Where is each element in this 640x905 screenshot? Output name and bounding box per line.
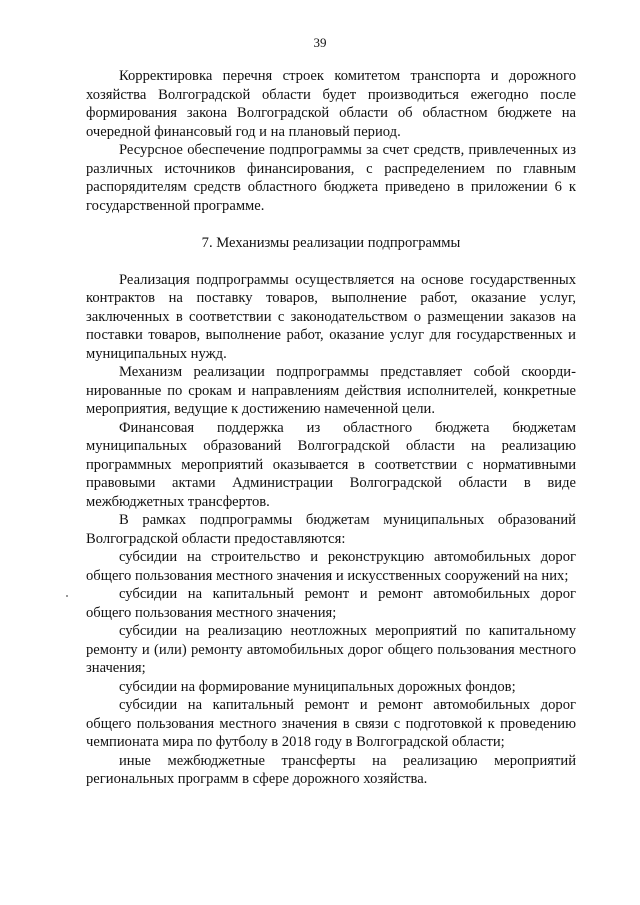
margin-speck [66,595,68,597]
paragraph-financial-support: Финансовая поддержка из областного бюджета бюджетам муниципальных образований Волгоградской области на реализацию программных мероприятий оказывается в соответствии с нормативными правовыми актами Администрации Волгоградской области в виде межбюджетных трансфертов. [86,419,576,510]
section-heading: 7. Механизмы реализации подпрограммы [201,235,461,251]
paragraph-implementation: Реализация подпрограммы осуществляется на основе государственных контрактов на поставку товаров, выполнение работ, оказание услуг, заключенных в соответствии с законодательством о размещении заказов на поставки товаров, выполнение работ, оказание услуг для государственных и муниципальных нужд. [86,271,576,362]
page-body [86,67,576,789]
page-number: 39 [313,35,327,50]
list-item-repair-subsidy: субсидии на капитальный ремонт и ремонт автомобильных дорог общего пользования местного значения; [86,586,576,621]
paragraph-subsidies-intro: В рамках подпрограммы бюджетам муниципальных образований Волгоградской области предоставляются: [86,512,576,547]
paragraph-resource-provision: Ресурсное обеспечение подпрограммы за счет средств, привлеченных из различных источников финансирования, с распределением по главным распорядителям средств областного бюджета приведено в приложении 6 к государственной программе. [86,142,576,214]
paragraph-mechanism: Механизм реализации подпрограммы представляет собой скоординированные по срокам и направлениям действия исполнителей, конкретные мероприятия, ведущие к достижению намеченной цели. [86,364,576,417]
list-item-urgent-repair-subsidy: субсидии на реализацию неотложных мероприятий по капитальному ремонту и (или) ремонту автомобильных дорог общего пользования местного значения; [86,623,576,676]
list-item-road-fund-subsidy: субсидии на формирование муниципальных дорожных фондов; [119,678,516,695]
list-item-other-transfers: иные межбюджетные трансферты на реализацию мероприятий региональных программ в сфере дорожного хозяйства. [86,752,576,787]
list-item-world-cup-subsidy: субсидии на капитальный ремонт и ремонт автомобильных дорог общего пользования местного значения в связи с подготовкой к проведению чемпионата мира по футболу в 2018 году в Волгоградской области; [86,697,576,750]
list-item-construction-subsidy: субсидии на строительство и реконструкцию автомобильных дорог общего пользования местного значения и искусственных сооружений на них; [86,549,576,584]
paragraph-catalog-adjustment: Корректировка перечня строек комитетом транспорта и дорожного хозяйства Волгоградской области будет производиться ежегодно после формирования закона Волгоградской области об областном бюджете на очередной финансовый год и на плановый период. [86,68,576,140]
